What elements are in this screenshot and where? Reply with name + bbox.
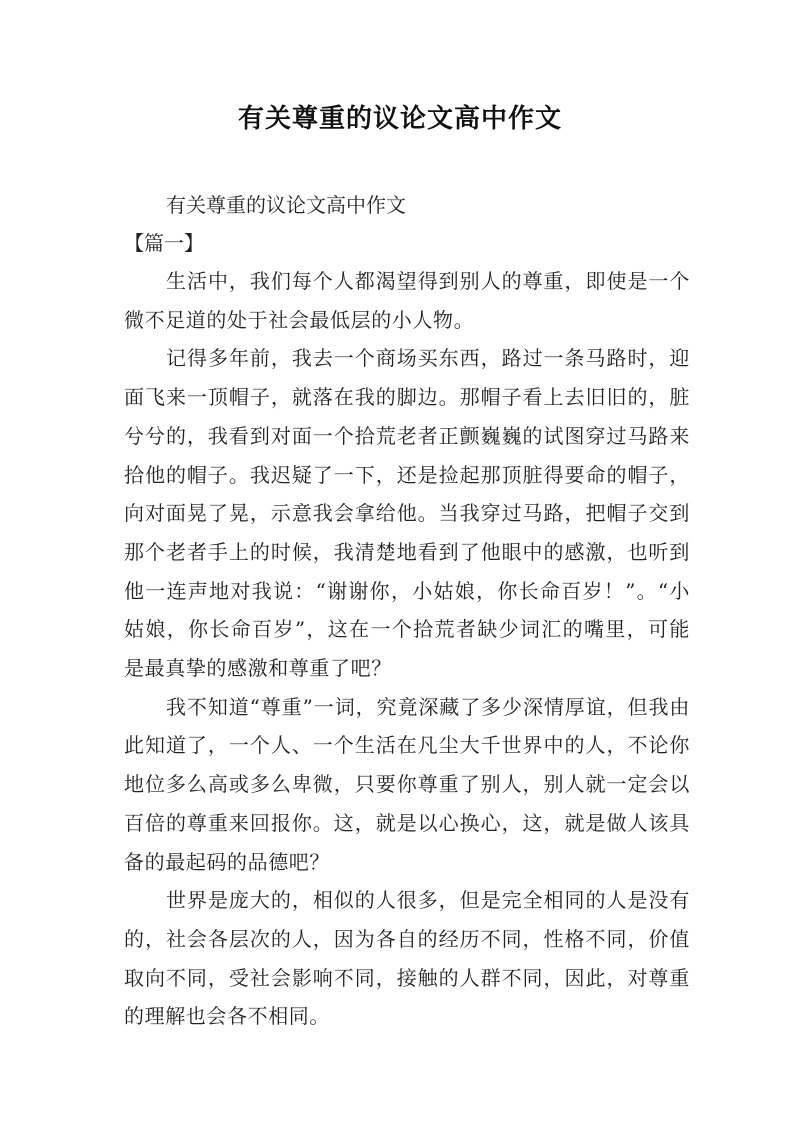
document-subtitle: 有关尊重的议论文高中作文 [166, 193, 406, 217]
document-body [124, 186, 690, 1036]
paragraph-1: 生活中，我们每个人都渴望得到别人的尊重，即使是一个微不足道的处于社会最低层的小人物。 [124, 269, 690, 332]
document-title: 有关尊重的议论文高中作文 [237, 104, 562, 134]
paragraph-3: 我不知道“尊重”一词，究竟深藏了多少深情厚谊，但我由此知道了，一个人、一个生活在凡尘大千世界中的人，不论你地位多么高或多么卑微，只要你尊重了别人，别人就一定会以百倍的尊重来回报你。这，就是以心换心，这，就是做人该具备的最起码的品德吧？ [124, 694, 690, 874]
paragraph-2: 记得多年前，我去一个商场买东西，路过一条马路时，迎面飞来一顶帽子，就落在我的脚边。那帽子看上去旧旧的，脏兮兮的，我看到对面一个拾荒老者正颤巍巍的试图穿过马路来拾他的帽子。我迟疑了一下，还是捡起那顶脏得要命的帽子，向对面晃了晃，示意我会拿给他。当我穿过马路，把帽子交到那个老者手上的时候，我清楚地看到了他眼中的感激，也听到他一连声地对我说：“谢谢你，小姑娘，你长命百岁！”。“小姑娘，你长命百岁”，这在一个拾荒者缺少词汇的嘴里，可能是最真挚的感激和尊重了吧？ [124, 346, 690, 681]
paragraph-4: 世界是庞大的，相似的人很多，但是完全相同的人是没有的，社会各层次的人，因为各自的经历不同，性格不同，价值取向不同，受社会影响不同，接触的人群不同，因此，对尊重的理解也会各不相同。 [124, 888, 690, 1029]
section-label: 【篇一】 [124, 231, 204, 255]
